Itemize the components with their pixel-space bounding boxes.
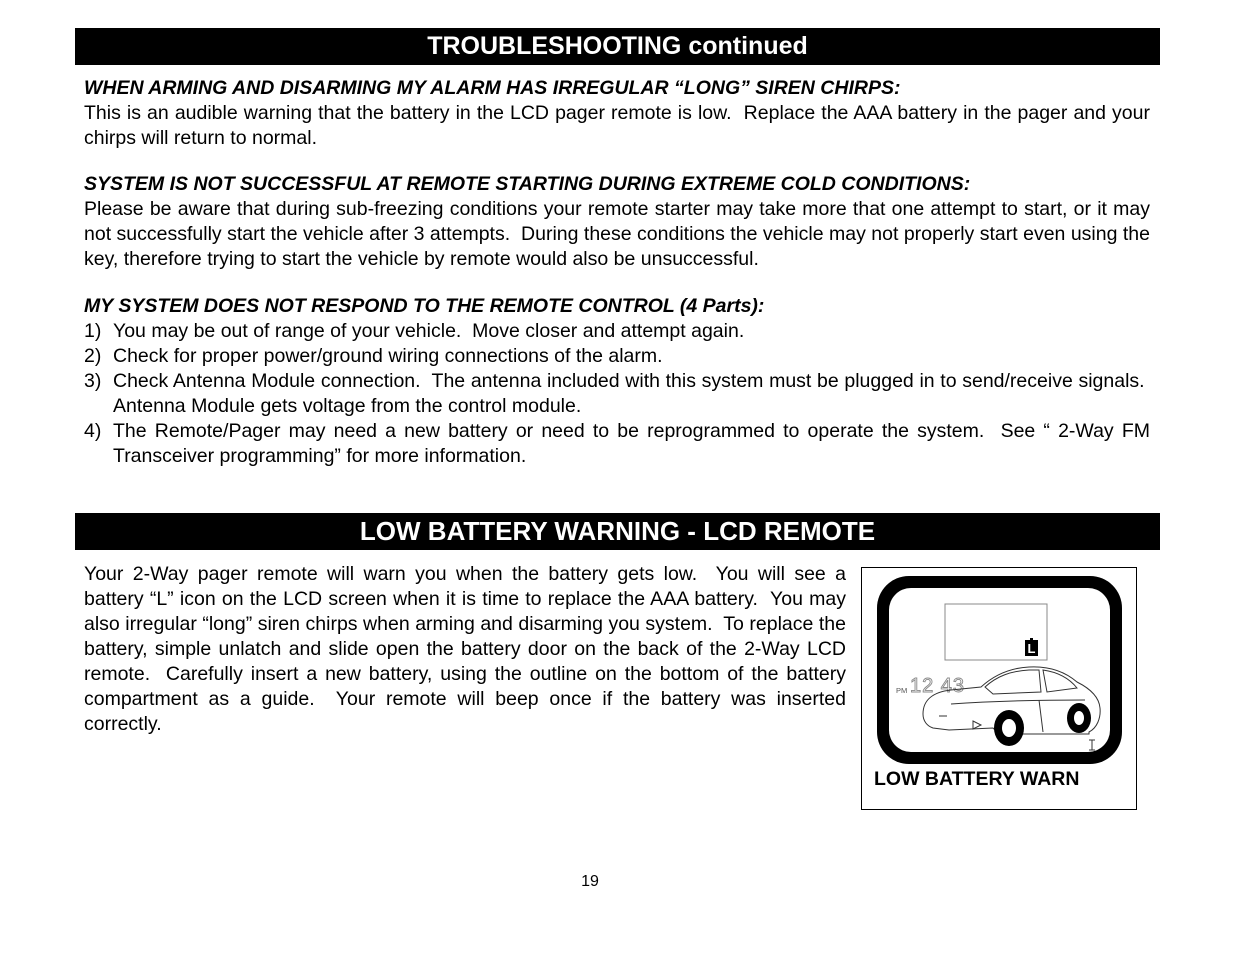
battery-terminal (1030, 638, 1033, 640)
numbered-list (84, 319, 1150, 469)
list-item-text: You may be out of range of your vehicle. Move closer and attempt again. (113, 320, 745, 342)
time-display: 12 43 (910, 675, 966, 697)
list-item-number: 1) (84, 320, 102, 342)
list-item (84, 344, 1150, 369)
list-item (84, 419, 1150, 469)
list-item-text: The Remote/Pager may need a new battery or need to be reprogrammed to operate the system. See “ 2-Way FM Transceiver programming” for more information. (113, 420, 1150, 467)
section-heading: MY SYSTEM DOES NOT RESPOND TO THE REMOTE CONTROL (4 Parts): (84, 295, 765, 317)
list-item-text: Check for proper power/ground wiring connections of the alarm. (113, 345, 663, 367)
section-no-response (84, 294, 1150, 469)
low-battery-banner: LOW BATTERY WARNING - LCD REMOTE (75, 513, 1160, 550)
battery-letter: L (1027, 641, 1036, 656)
section-body: Please be aware that during sub-freezing conditions your remote starter may take more that one attempt to start, or it may not successfully start the vehicle after 3 attempts. During these conditions the vehicle may not properly start even using the key, therefore trying to start the vehicle by remote would also be unsuccessful. (84, 198, 1150, 270)
list-item (84, 369, 1150, 419)
low-battery-body: Your 2-Way pager remote will warn you when the battery gets low. You will see a battery “L” icon on the LCD screen when it is time to replace the AAA battery. You may also irregular “long” siren chirps when arming and disarming you system. To replace the battery, simple unlatch and slide open the battery door on the back of the 2-Way LCD remote. Carefully insert a new battery, using the outline on the bottom of the battery compartment as a guide. Your remote will beep once if the battery was inserted correctly. (84, 563, 846, 735)
section-cold-conditions (84, 172, 1150, 272)
section-heading: SYSTEM IS NOT SUCCESSFUL AT REMOTE STARTING DURING EXTREME COLD CONDITIONS: (84, 173, 971, 195)
remote-lcd-illustration (877, 576, 1122, 764)
key-icon (1089, 740, 1095, 750)
list-item-number: 4) (84, 420, 102, 442)
section-body: This is an audible warning that the battery in the LCD pager remote is low. Replace the AAA battery in the pager and your chirps will return to normal. (84, 102, 1150, 149)
lcd-screen (889, 588, 1110, 752)
list-item (84, 319, 1150, 344)
list-item-number: 2) (84, 345, 102, 367)
low-battery-figure (861, 567, 1137, 810)
section-heading: WHEN ARMING AND DISARMING MY ALARM HAS IRREGULAR “LONG” SIREN CHIRPS: (84, 77, 901, 99)
list-item-number: 3) (84, 370, 102, 392)
troubleshooting-banner: TROUBLESHOOTING continued (75, 28, 1160, 65)
section-irregular-chirps (84, 76, 1150, 151)
page-number: 19 (581, 873, 599, 890)
pm-label: PM (896, 686, 908, 695)
list-item-text: Check Antenna Module connection. The antenna included with this system must be plugged in to send/receive signals. Antenna Module gets voltage from the control module. (113, 370, 1150, 417)
lcd-screen-drawing (889, 588, 1110, 752)
figure-caption: LOW BATTERY WARN (874, 768, 1080, 790)
